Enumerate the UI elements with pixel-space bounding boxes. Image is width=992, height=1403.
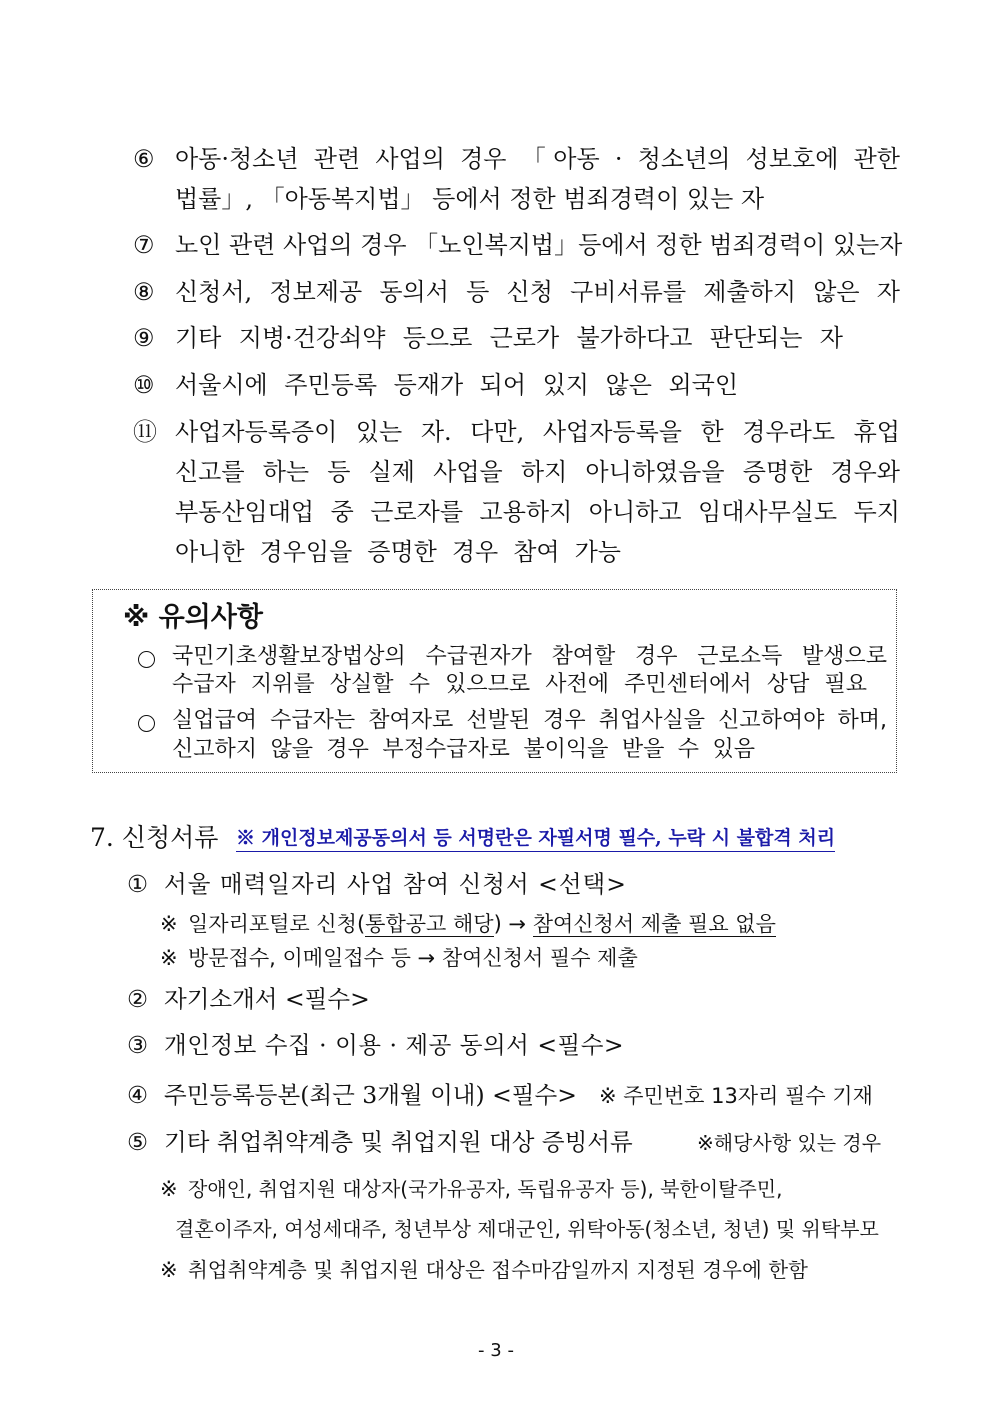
- doc-2-number: ②: [127, 985, 149, 1013]
- item-number-9: ⑨: [133, 324, 155, 352]
- doc-3-number: ③: [127, 1031, 149, 1059]
- doc-5-note: ※해당사항 있는 경우: [697, 1131, 882, 1155]
- exclusion-7-line-1: 노인 관련 사업의 경우 「노인복지법」등에서 정한 범죄경력이 있는자: [175, 231, 903, 259]
- notice-2-line-1: 실업급여 수급자는 참여자로 선발된 경우 취업사실을 신고하여야 하며,: [172, 708, 887, 733]
- doc-5-sub-2-mark: ※: [160, 1258, 178, 1282]
- doc-4-label: 주민등록등본(최근 3개월 이내) <필수>: [164, 1081, 577, 1109]
- doc-5-sub-1-mark: ※: [160, 1177, 178, 1201]
- doc-4-note: ※ 주민번호 13자리 필수 기재: [599, 1084, 873, 1108]
- doc-1-sub-1-underline-2: 참여신청서 제출 필요 없음: [532, 912, 776, 936]
- notice-1-line-1: 국민기초생활보장법상의 수급권자가 참여할 경우 근로소득 발생으로: [172, 644, 887, 669]
- doc-5-sub-1-line-2: 결혼이주자, 여성세대주, 청년부상 제대군인, 위탁아동(청소년, 청년) 및 위탁부모: [175, 1217, 879, 1241]
- doc-1-sub-2: 방문접수, 이메일접수 등 → 참여신청서 필수 제출: [188, 946, 638, 970]
- doc-1-number: ①: [127, 870, 149, 898]
- doc-3-label: 개인정보 수집 · 이용 · 제공 동의서 <필수>: [164, 1031, 625, 1059]
- exclusion-6-line-2: 법률」, 「아동복지법」 등에서 정한 범죄경력이 있는 자: [175, 185, 765, 213]
- item-number-10: ⑩: [133, 371, 155, 399]
- doc-5-label: 기타 취업취약계층 및 취업지원 대상 증빙서류: [164, 1128, 633, 1156]
- doc-1-sub-1: [188, 911, 776, 937]
- item-number-7: ⑦: [133, 231, 155, 259]
- notice-2-line-2: 신고하지 않을 경우 부정수급자로 불이익을 받을 수 있음: [172, 737, 755, 762]
- doc-1-sub-1-underline-1: 통합공고 해당: [365, 912, 494, 936]
- notice-title: ※ 유의사항: [123, 602, 263, 633]
- doc-2-label: 자기소개서 <필수>: [164, 985, 370, 1013]
- exclusion-10-line-1: 서울시에 주민등록 등재가 되어 있지 않은 외국인: [175, 371, 738, 399]
- item-number-8: ⑧: [133, 278, 155, 306]
- section-note: ※ 개인정보제공동의서 등 서명란은 자필서명 필수, 누락 시 불합격 처리: [236, 826, 835, 852]
- exclusion-8-line-1: 신청서, 정보제공 동의서 등 신청 구비서류를 제출하지 않은 자: [175, 278, 900, 306]
- section-title: 7. 신청서류: [90, 823, 219, 852]
- exclusion-9-line-1: 기타 지병·건강쇠약 등으로 근로가 불가하다고 판단되는 자: [175, 324, 843, 352]
- exclusion-11-line-2: 신고를 하는 등 실제 사업을 하지 아니하였음을 증명한 경우와: [175, 458, 900, 486]
- doc-1-sub-1-mark: ※: [160, 912, 178, 936]
- doc-1-sub-1-mid: ) →: [493, 912, 533, 936]
- page-number: - 3 -: [478, 1340, 514, 1361]
- item-number-6: ⑥: [133, 145, 155, 173]
- doc-5-sub-2: 취업취약계층 및 취업지원 대상은 접수마감일까지 지정된 경우에 한함: [188, 1258, 808, 1282]
- doc-4-number: ④: [127, 1081, 149, 1109]
- exclusion-11-line-3: 부동산임대업 중 근로자를 고용하지 아니하고 임대사무실도 두지: [175, 498, 900, 526]
- doc-5-sub-1-line-1: 장애인, 취업지원 대상자(국가유공자, 독립유공자 등), 북한이탈주민,: [188, 1177, 783, 1201]
- circle-bullet-icon: [138, 651, 155, 668]
- exclusion-6-line-1: 아동·청소년 관련 사업의 경우 「아동 · 청소년의 성보호에 관한: [175, 145, 900, 173]
- notice-1-line-2: 수급자 지위를 상실할 수 있으므로 사전에 주민센터에서 상담 필요: [172, 672, 867, 697]
- circle-bullet-icon: [138, 715, 155, 732]
- doc-1-sub-2-mark: ※: [160, 946, 178, 970]
- doc-5-number: ⑤: [127, 1128, 149, 1156]
- exclusion-11-line-4: 아니한 경우임을 증명한 경우 참여 가능: [175, 538, 621, 566]
- doc-1-sub-1-pre: 일자리포털로 신청(: [188, 912, 366, 936]
- item-number-11: ⑪: [133, 418, 157, 446]
- exclusion-11-line-1: 사업자등록증이 있는 자. 다만, 사업자등록을 한 경우라도 휴업: [175, 418, 900, 446]
- doc-1-label: 서울 매력일자리 사업 참여 신청서 <선택>: [164, 870, 627, 898]
